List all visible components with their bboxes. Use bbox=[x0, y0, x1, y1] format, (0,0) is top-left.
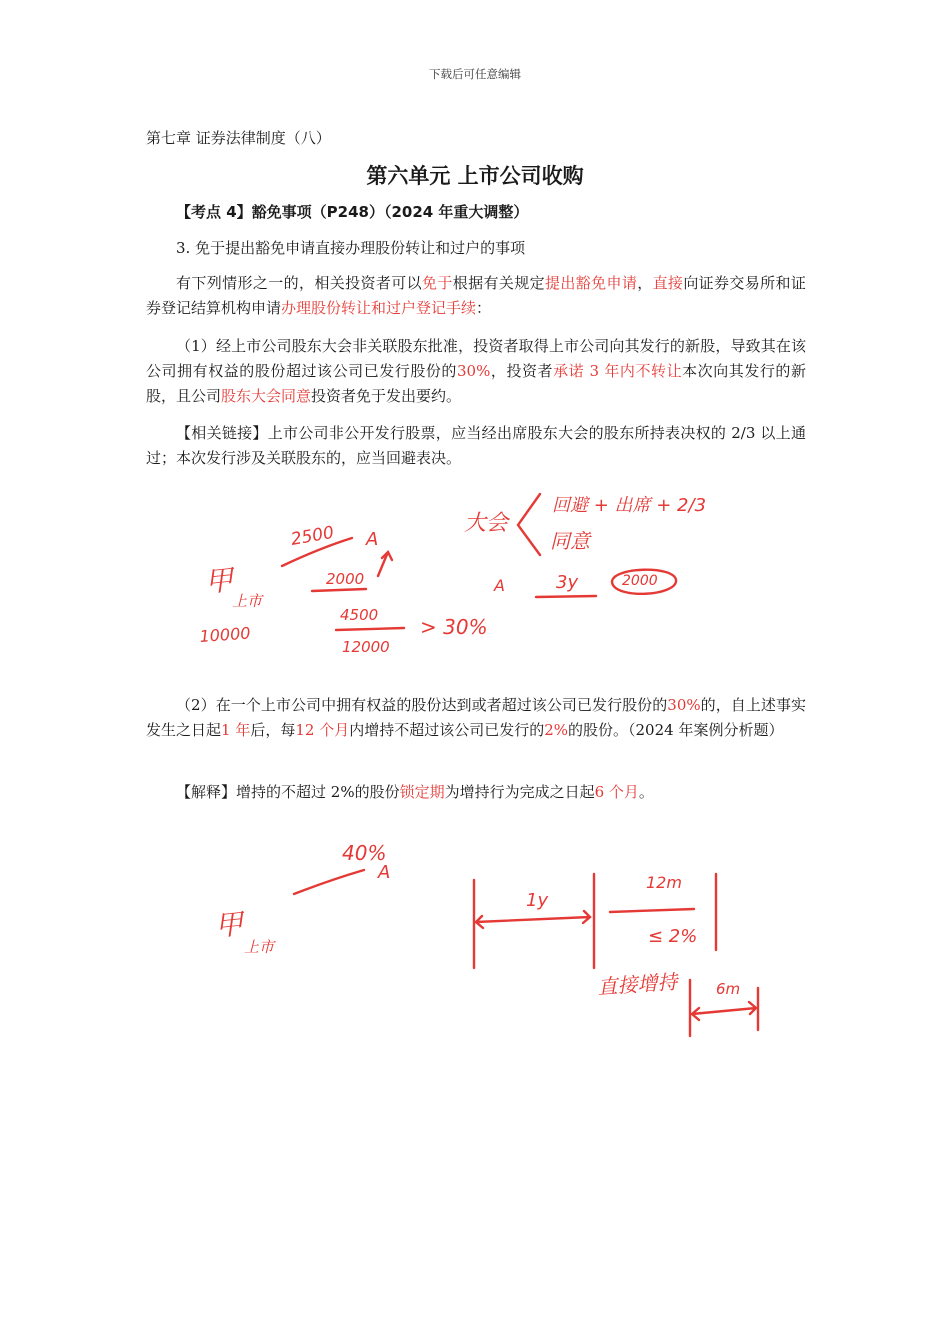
sketch1-line-2000 bbox=[312, 589, 366, 591]
sketch2-a: A bbox=[378, 862, 391, 883]
sketch1-12000: 12000 bbox=[342, 638, 390, 656]
sketch1-tongyi: 同意 bbox=[550, 529, 590, 553]
section-heading: 【考点 4】豁免事项（P248）（2024 年重大调整） bbox=[176, 203, 529, 221]
sketch2-le2: ≤ 2% bbox=[648, 926, 698, 947]
sketch2-zengchi: 直接增持 bbox=[596, 969, 679, 999]
sketch1-line-3y bbox=[536, 596, 596, 597]
sketch1-circled-2000: 2000 bbox=[622, 573, 658, 589]
item-heading: 3. 免于提出豁免申请直接办理股份转让和过户的事项 bbox=[176, 239, 526, 257]
sketch1-jia: 甲 bbox=[203, 563, 235, 599]
sketch2-6m: 6m bbox=[716, 980, 741, 998]
sketch1-4500: 4500 bbox=[340, 606, 379, 624]
sketch1-gt30: > 30% bbox=[420, 615, 488, 639]
case1-paragraph: （1）经上市公司股东大会非关联股东批准，投资者取得上市公司向其发行的新股，导致其在该公司拥有权益的股份超过该公司已发行股份的30%，投资者承诺 3 年内不转让本次向其发行的新股，且公司股东大会同意投资者免于发出要约。 bbox=[146, 337, 806, 405]
sketch1-arrow bbox=[378, 552, 392, 576]
page-title: 第六单元 上市公司收购 bbox=[366, 164, 584, 188]
sketch1-dahui: 大会 bbox=[464, 511, 509, 536]
intro-paragraph: 有下列情形之一的，相关投资者可以免于根据有关规定提出豁免申请，直接向证券交易所和证券登记结算机构申请办理股份转让和过户登记手续： bbox=[146, 274, 806, 317]
sketch2-12m: 12m bbox=[646, 873, 682, 892]
sketch2-shangshi: 上市 bbox=[244, 938, 275, 956]
sketch1-fraction-line bbox=[336, 628, 404, 630]
sketch1-2000: 2000 bbox=[326, 570, 365, 588]
sketch2-1y: 1y bbox=[526, 890, 549, 911]
case2-paragraph: （2）在一个上市公司中拥有权益的股份达到或者超过该公司已发行股份的30%的，自上述事实发生之日起1 年后，每12 个月内增持不超过该公司已发行的2%的股份。（2024 年案例分析题） bbox=[146, 696, 806, 739]
sketch1-3y: 3y bbox=[556, 572, 579, 593]
chapter-heading: 第七章 证券法律制度（八） bbox=[146, 129, 331, 147]
page-header: 下载后可任意编辑 bbox=[429, 67, 521, 81]
related-link-paragraph: 【相关链接】上市公司非公开发行股票，应当经出席股东大会的股东所持表决权的 2/3 以上通过；本次发行涉及关联股东的，应当回避表决。 bbox=[146, 424, 806, 467]
sketch2-40pct: 40% bbox=[342, 841, 387, 865]
sketch1-a1: A bbox=[366, 529, 379, 550]
sketch1-shangshi: 上市 bbox=[232, 592, 263, 610]
sketch1-huibi: 回避 + 出席 + 2/3 bbox=[552, 495, 707, 516]
sketch1-2500: 2500 bbox=[289, 522, 336, 550]
sketch2-jia: 甲 bbox=[213, 907, 245, 943]
explanation-paragraph: 【解释】增持的不超过 2%的股份锁定期为增持行为完成之日起6 个月。 bbox=[176, 783, 654, 801]
sketch1-10000: 10000 bbox=[198, 623, 252, 646]
sketch1-brace bbox=[518, 494, 540, 555]
sketch1-a2: A bbox=[494, 576, 505, 595]
